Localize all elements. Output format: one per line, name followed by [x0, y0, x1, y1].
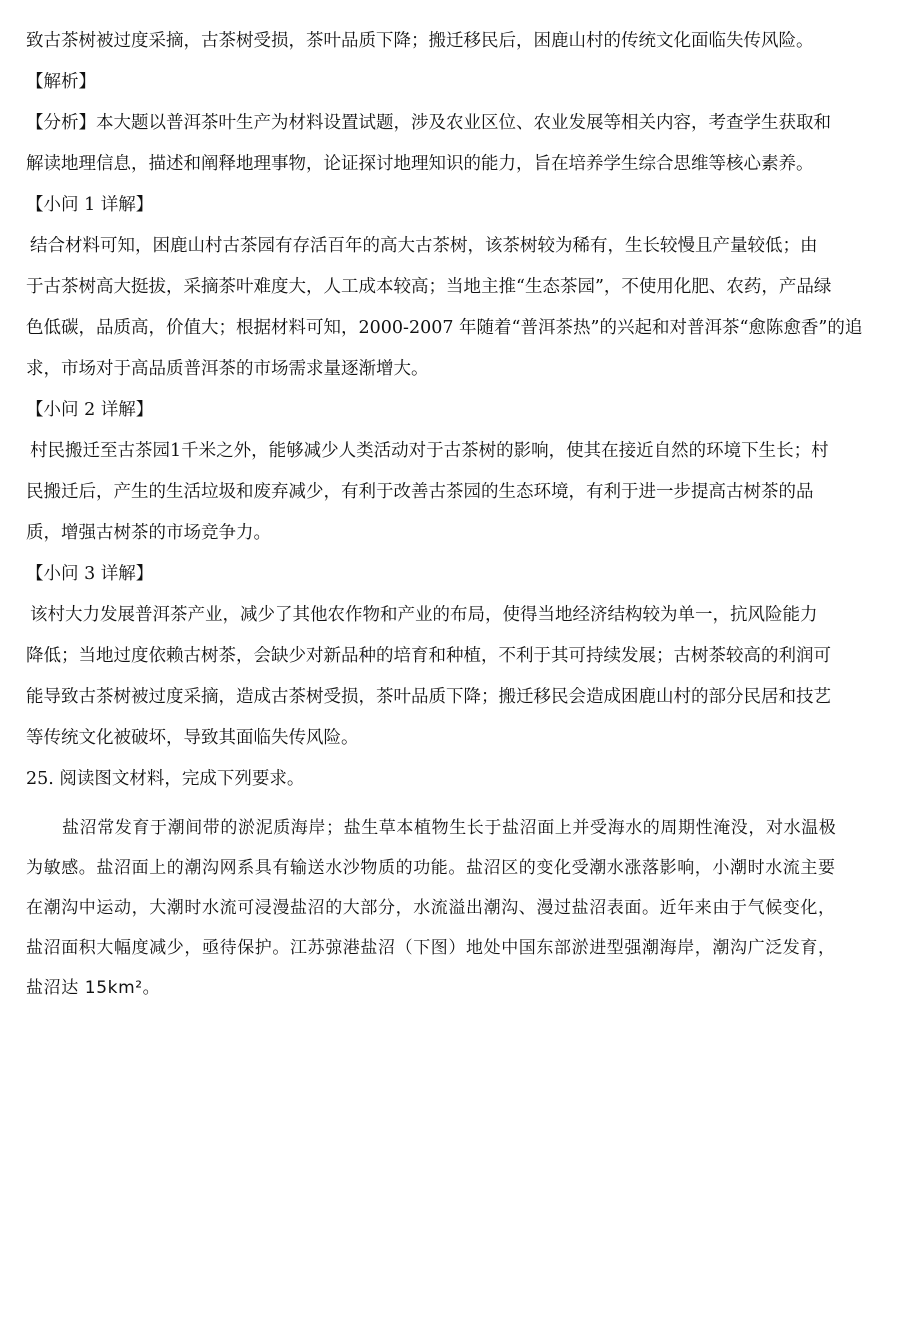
analysis-heading: 【解析】 — [26, 72, 96, 92]
subquestion-1-heading: 【小问 1 详解】 — [26, 195, 154, 215]
material-line-1: 盐沼常发育于潮间带的淤泥质海岸；盐生草本植物生长于盐沼面上并受海水的周期性淹没，对水温极 — [62, 818, 837, 838]
material-line-4: 盐沼面积大幅度减少，亟待保护。江苏弶港盐沼（下图）地处中国东部淤进型强潮海岸，潮沟广泛发育， — [26, 938, 836, 958]
subquestion-1-line-2: 于古茶树高大挺拔，采摘茶叶难度大，人工成本较高；当地主推“生态茶园”，不使用化肥、农药，产品绿 — [26, 277, 832, 297]
subquestion-2-line-3: 质，增强古树茶的市场竞争力。 — [26, 523, 271, 543]
subquestion-2-line-2: 民搬迁后，产生的生活垃圾和废弃减少，有利于改善古茶园的生态环境，有利于进一步提高古树茶的品 — [26, 482, 814, 502]
subquestion-3-line-1: 该村大力发展普洱茶产业，减少了其他农作物和产业的布局，使得当地经济结构较为单一，抗风险能力 — [30, 605, 818, 625]
material-line-2: 为敏感。盐沼面上的潮沟网系具有输送水沙物质的功能。盐沼区的变化受潮水涨落影响，小潮时水流主要 — [26, 858, 836, 878]
subquestion-1-line-3: 色低碳，品质高，价值大；根据材料可知，2000-2007 年随着“普洱茶热”的兴起和对普洱茶“愈陈愈香”的追 — [26, 318, 863, 338]
analysis-line-2: 解读地理信息，描述和阐释地理事物，论证探讨地理知识的能力，旨在培养学生综合思维等核心素养。 — [26, 154, 814, 174]
material-line-3: 在潮沟中运动，大潮时水流可浸漫盐沼的大部分，水流溢出潮沟、漫过盐沼表面。近年来由于气候变化， — [26, 898, 836, 918]
subquestion-3-heading: 【小问 3 详解】 — [26, 564, 154, 584]
subquestion-3-line-4: 等传统文化被破坏，导致其面临失传风险。 — [26, 728, 359, 748]
answer-line-continued: 致古茶树被过度采摘，古茶树受损，茶叶品质下降；搬迁移民后，困鹿山村的传统文化面临失传风险。 — [26, 31, 814, 51]
subquestion-3-line-3: 能导致古茶树被过度采摘，造成古茶树受损，茶叶品质下降；搬迁移民会造成困鹿山村的部分民居和技艺 — [26, 687, 831, 707]
subquestion-2-heading: 【小问 2 详解】 — [26, 400, 154, 420]
question-25-title: 25. 阅读图文材料，完成下列要求。 — [26, 769, 305, 789]
subquestion-1-line-4: 求，市场对于高品质普洱茶的市场需求量逐渐增大。 — [26, 359, 429, 379]
analysis-line-1: 【分析】本大题以普洱茶叶生产为材料设置试题，涉及农业区位、农业发展等相关内容，考查学生获取和 — [26, 113, 831, 133]
material-line-5: 盐沼达 15km²。 — [26, 978, 161, 998]
subquestion-3-line-2: 降低；当地过度依赖古树茶，会缺少对新品种的培育和种植，不利于其可持续发展；古树茶较高的利润可 — [26, 646, 831, 666]
subquestion-1-line-1: 结合材料可知，困鹿山村古茶园有存活百年的高大古茶树，该茶树较为稀有，生长较慢且产量较低；由 — [30, 236, 818, 256]
subquestion-2-line-1: 村民搬迁至古茶园1千米之外，能够减少人类活动对于古茶树的影响，使其在接近自然的环境下生长；村 — [30, 441, 829, 461]
